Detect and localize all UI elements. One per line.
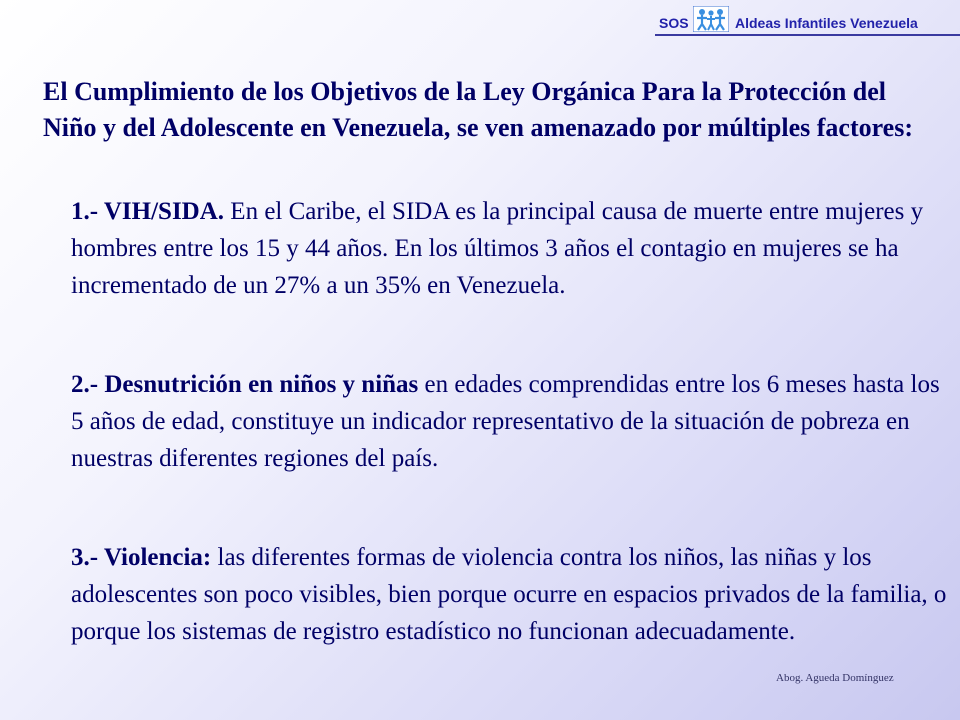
item-heading: 3.- Violencia: [71,544,212,571]
sos-label: SOS [659,15,689,31]
sos-children-logo-icon [693,6,729,32]
item-heading: 2.- Desnutrición en niños y niñas [71,371,419,398]
slide-header [655,6,960,38]
slide-title: El Cumplimiento de los Objetivos de la Ley Orgánica Para la Protección del Niño y del Adolescente en Venezuela, se ven amenazado por múltiples factores: [43,77,913,142]
item-text: en edades comprendidas entre los 6 meses hasta los 5 años de edad, constituye un indicador representativo de la situación de pobreza en nuestras diferentes regiones del país. [71,371,940,472]
list-item [71,193,951,304]
header-divider [655,34,960,36]
org-name: Aldeas Infantiles Venezuela [735,15,918,31]
item-text: las diferentes formas de violencia contra los niños, las niñas y los adolescentes son poco visibles, bien porque ocurre en espacios privados de la familia, o porque los sistemas de registro estadístico no funcionan adecuadamente. [71,544,947,645]
author-credit: Abog. Agueda Domínguez [776,672,894,684]
item-text: En el Caribe, el SIDA es la principal causa de muerte entre mujeres y hombres entre los 15 y 44 años. En los últimos 3 años el contagio en mujeres se ha incrementado de un 27% a un 35% en Venezuela. [71,198,924,299]
list-item [71,366,951,477]
item-heading: 1.- VIH/SIDA. [71,198,225,225]
list-item [71,539,951,650]
